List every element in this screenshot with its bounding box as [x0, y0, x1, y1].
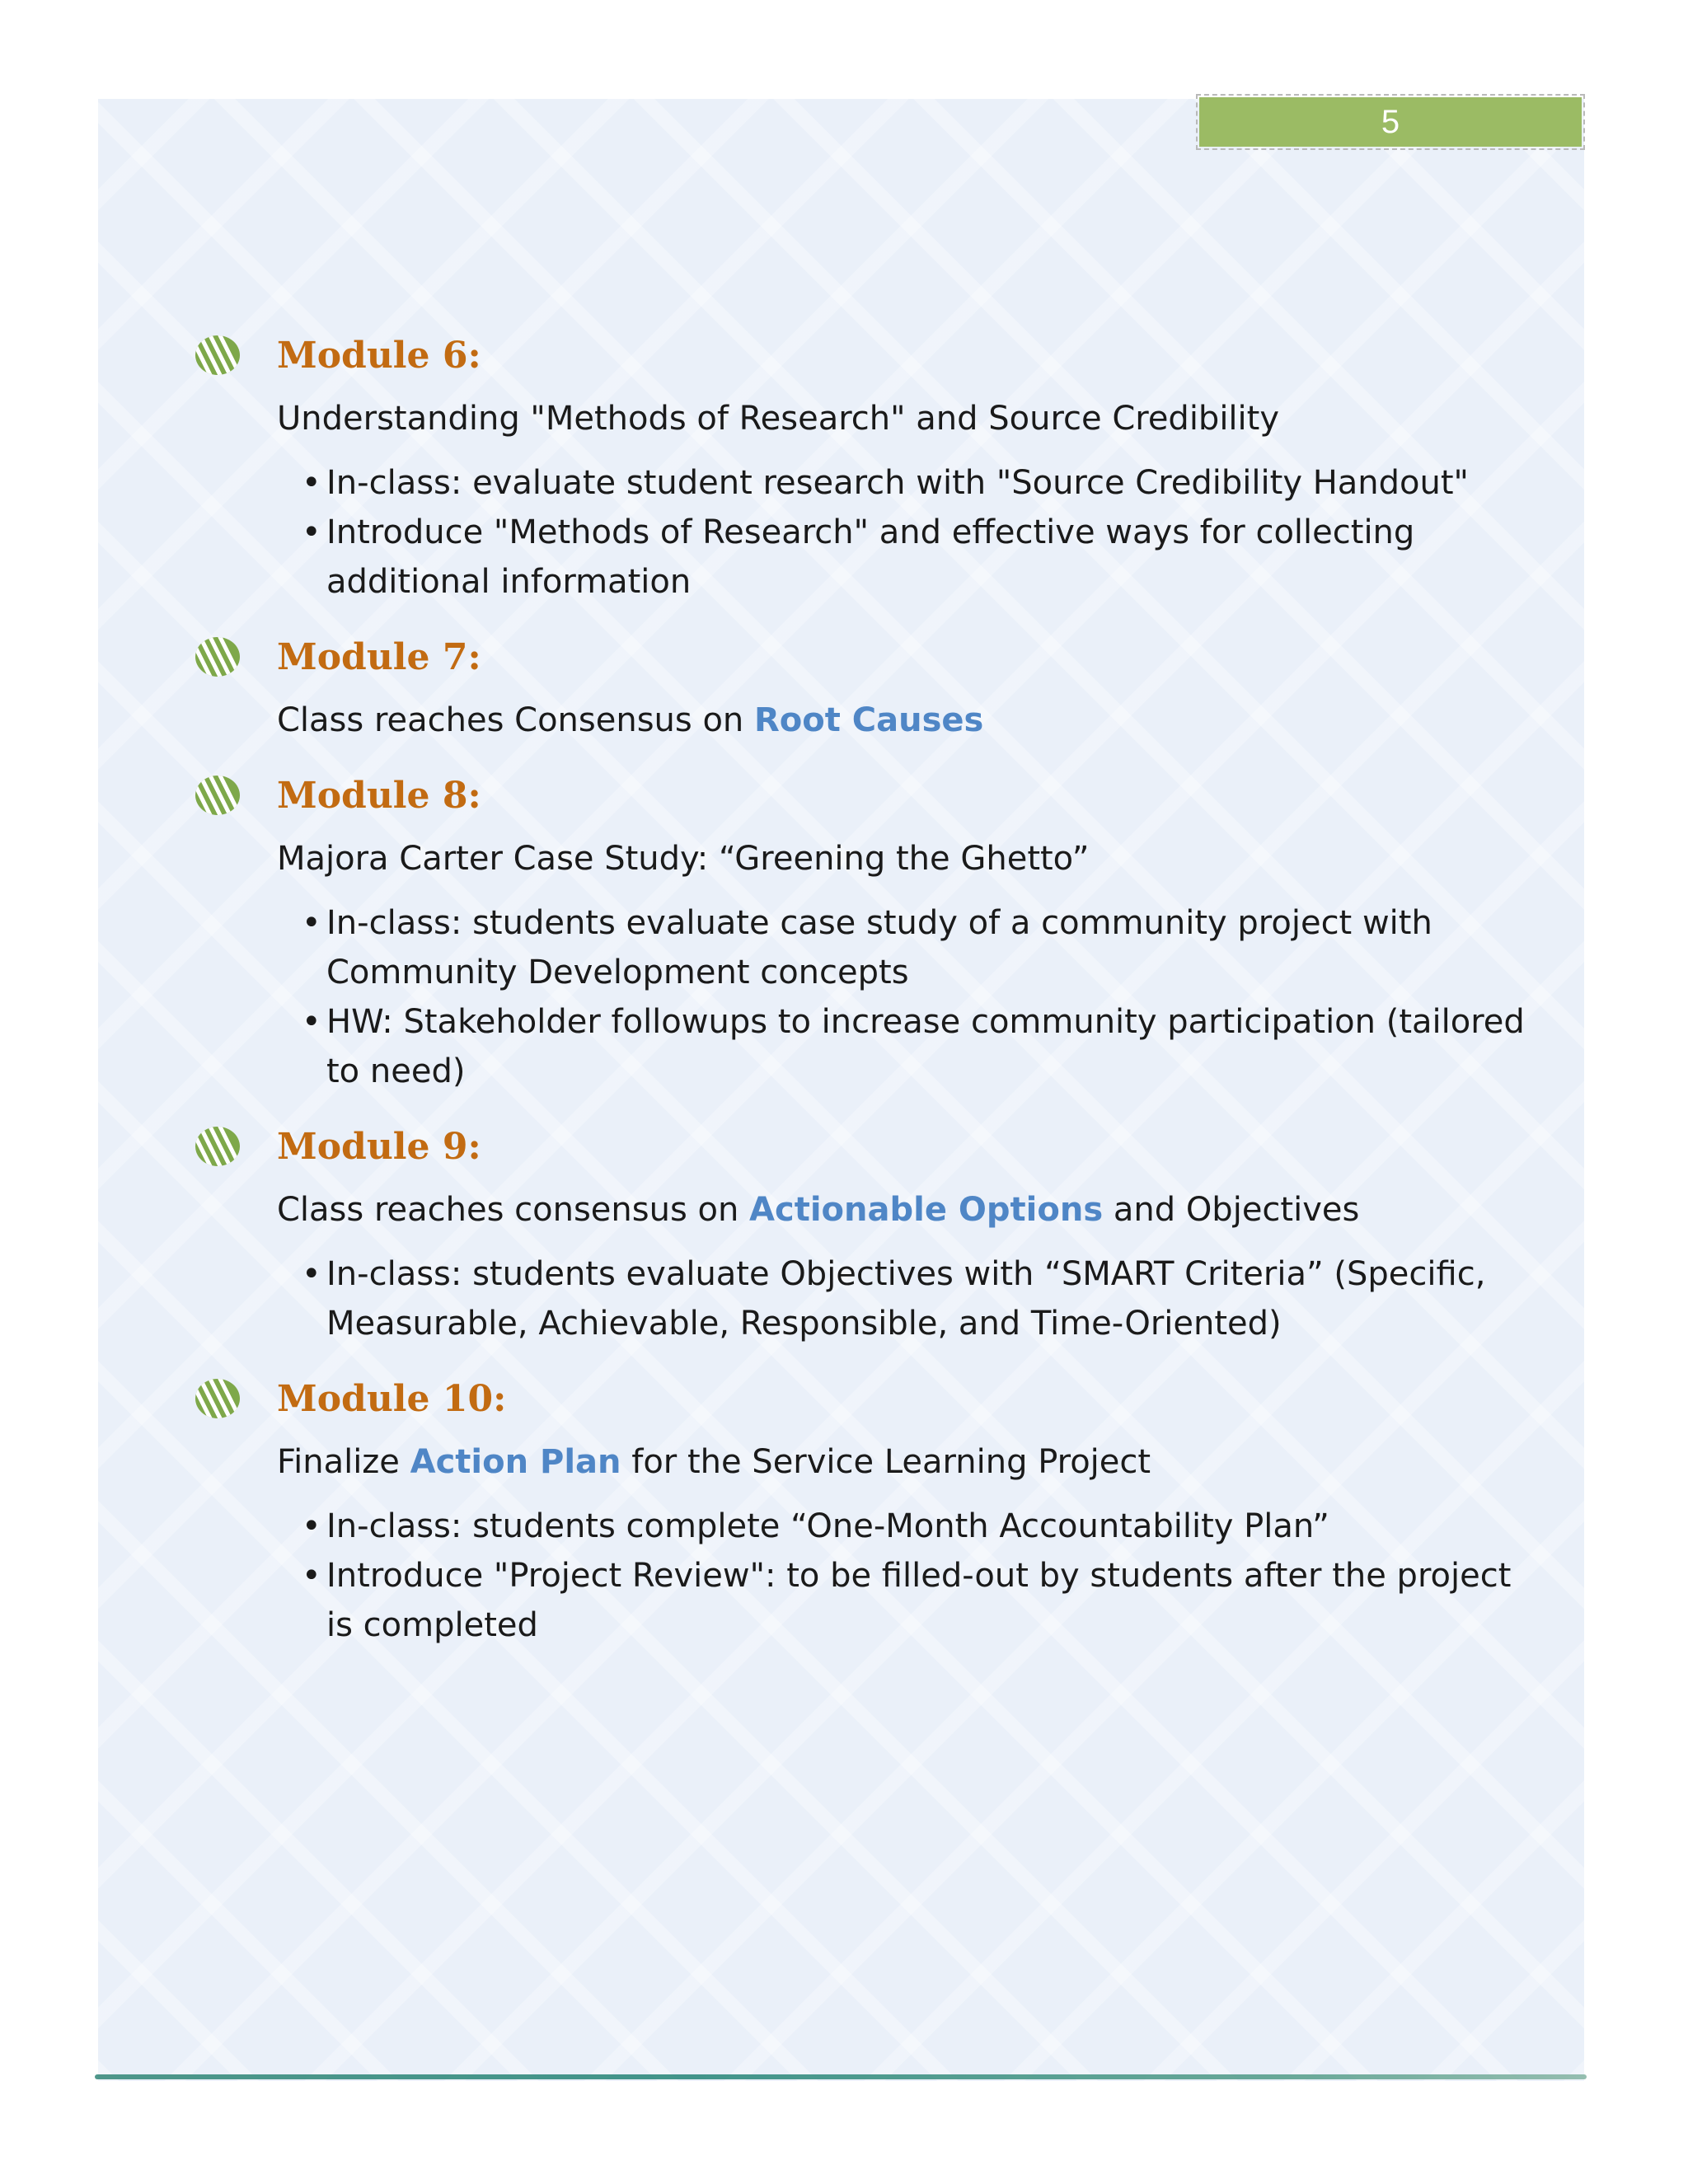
- module-6: [195, 330, 1530, 607]
- bullet-icon: •: [302, 1557, 321, 1595]
- highlight-term: Root Causes: [753, 701, 984, 739]
- module-title: Module 9:: [277, 1126, 481, 1168]
- description-text-end: for the Service Learning Project: [621, 1443, 1151, 1481]
- bottom-rule: [95, 2074, 1587, 2079]
- striped-circle-icon: [195, 335, 241, 376]
- module-description: [277, 394, 1530, 443]
- list-item: [302, 508, 1530, 607]
- module-title: Module 6:: [277, 335, 481, 377]
- module-description: [277, 1437, 1530, 1487]
- module-description: [277, 696, 1530, 745]
- module-9: [195, 1121, 1530, 1348]
- description-text: Majora Carter Case Study: “Greening the Ghetto”: [277, 840, 1090, 878]
- highlight-term: Action Plan: [410, 1443, 621, 1481]
- bullet-icon: •: [302, 1507, 321, 1545]
- striped-circle-icon: [195, 1126, 241, 1167]
- bullet-list: [302, 898, 1530, 1096]
- bullet-icon: •: [302, 513, 321, 551]
- description-text-end: and Objectives: [1103, 1191, 1360, 1229]
- bullet-icon: •: [302, 904, 321, 942]
- module-title: Module 7:: [277, 636, 481, 678]
- bullet-icon: •: [302, 1003, 321, 1041]
- module-description: [277, 1185, 1530, 1235]
- list-item: [302, 1551, 1530, 1650]
- page-number: 5: [1199, 97, 1582, 147]
- list-item: [302, 997, 1530, 1096]
- module-10: [195, 1373, 1530, 1650]
- bullet-text: HW: Stakeholder followups to increase community participation (tailored to need): [326, 1003, 1525, 1090]
- bullet-list: [302, 1502, 1530, 1650]
- bullet-text: In-class: students evaluate case study of a community project with Community Development concepts: [326, 904, 1432, 991]
- bullet-text: Introduce "Project Review": to be filled-out by students after the project is completed: [326, 1557, 1512, 1644]
- bullet-list: [302, 458, 1530, 607]
- bullet-text: In-class: students complete “One-Month Accountability Plan”: [326, 1507, 1329, 1545]
- list-item: [302, 898, 1530, 997]
- module-7: [195, 631, 1530, 745]
- striped-circle-icon: [195, 1378, 241, 1419]
- module-title: Module 8:: [277, 775, 481, 817]
- list-item: [302, 1249, 1530, 1348]
- bullet-icon: •: [302, 464, 321, 502]
- module-description: [277, 834, 1530, 883]
- striped-circle-icon: [195, 775, 241, 816]
- bullet-text: In-class: evaluate student research with "Source Credibility Handout": [326, 464, 1469, 502]
- description-text: Finalize: [277, 1443, 410, 1481]
- module-title: Module 10:: [277, 1378, 507, 1420]
- description-text: Class reaches Consensus on: [277, 701, 754, 739]
- bullet-text: In-class: students evaluate Objectives with “SMART Criteria” (Specific, Measurable, Achievable, Responsible, and Time-Oriented): [326, 1255, 1486, 1343]
- striped-circle-icon: [195, 636, 241, 677]
- description-text: Understanding "Methods of Research" and Source Credibility: [277, 400, 1280, 438]
- description-text: Class reaches consensus on: [277, 1191, 750, 1229]
- bullet-text: Introduce "Methods of Research" and effective ways for collecting additional information: [326, 513, 1415, 601]
- highlight-term: Actionable Options: [749, 1191, 1104, 1229]
- list-item: [302, 458, 1530, 508]
- bullet-list: [302, 1249, 1530, 1348]
- list-item: [302, 1502, 1530, 1551]
- bullet-icon: •: [302, 1255, 321, 1293]
- module-8: [195, 770, 1530, 1096]
- module-list: [195, 330, 1530, 1675]
